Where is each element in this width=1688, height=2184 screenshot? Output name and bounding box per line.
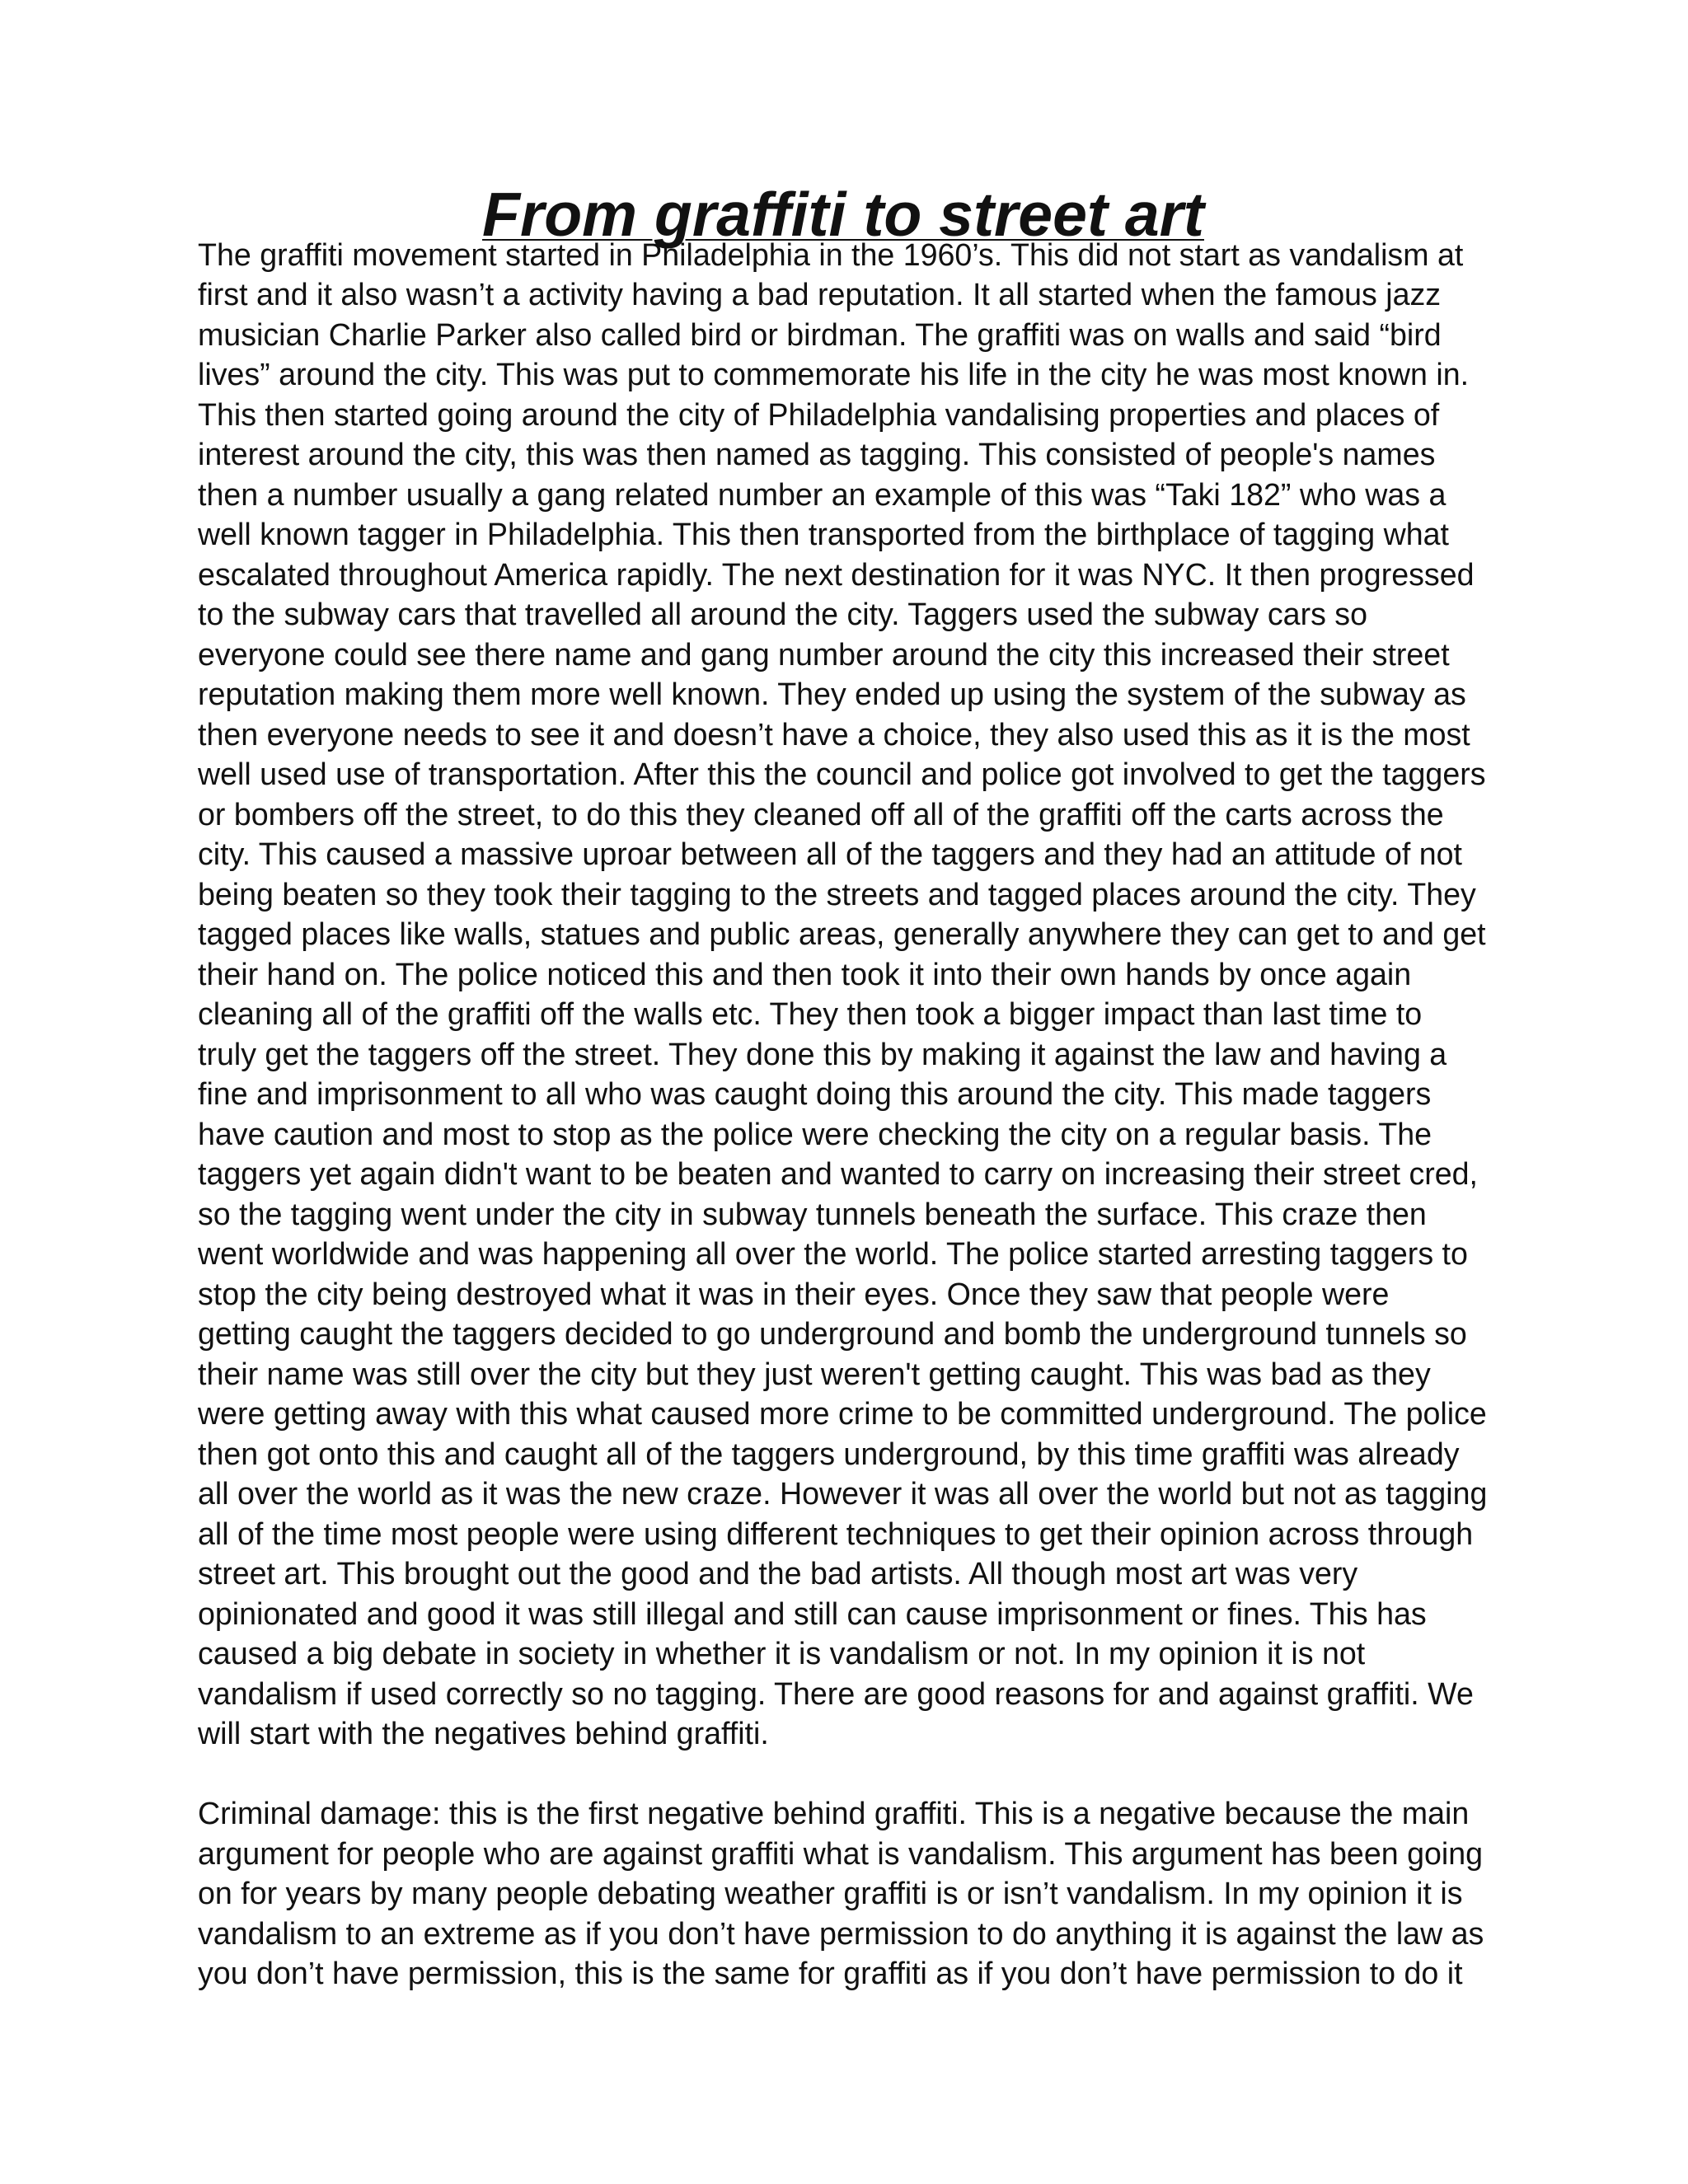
document-page xyxy=(198,180,1489,1994)
paragraph-history: The graffiti movement started in Philadelphia in the 1960’s. This did not start as vandalism at first and it also wasn’t a activity having a bad reputation. It all started when the famous jazz musician Charlie Parker also called bird or birdman. The graffiti was on walls and said “bird lives” around the city. This was put to commemorate his life in the city he was most known in. This then started going around the city of Philadelphia vandalising properties and places of interest around the city, this was then named as tagging. This consisted of people's names then a number usually a gang related number an example of this was “Taki 182” who was a well known tagger in Philadelphia. This then transported from the birthplace of tagging what escalated throughout America rapidly. The next destination for it was NYC. It then progressed to the subway cars that travelled all around the city. Taggers used the subway cars so everyone could see there name and gang number around the city this increased their street reputation making them more well known. They ended up using the system of the subway as then everyone needs to see it and doesn’t have a choice, they also used this as it is the most well used use of transportation. After this the council and police got involved to get the taggers or bombers off the street, to do this they cleaned off all of the graffiti off the carts across the city. This caused a massive uproar between all of the taggers and they had an attitude of not being beaten so they took their tagging to the streets and tagged places around the city. They tagged places like walls, statues and public areas, generally anywhere they can get to and get their hand on. The police noticed this and then took it into their own hands by once again cleaning all of the graffiti off the walls etc. They then took a bigger impact than last time to truly get the taggers off the street. They done this by making it against the law and having a fine and imprisonment to all who was caught doing this around the city. This made taggers have caution and most to stop as the police were checking the city on a regular basis. The taggers yet again didn't want to be beaten and wanted to carry on increasing their street cred, so the tagging went under the city in subway tunnels beneath the surface. This craze then went worldwide and was happening all over the world. The police started arresting taggers to stop the city being destroyed what it was in their eyes. Once they saw that people were getting caught the taggers decided to go underground and bomb the underground tunnels so their name was still over the city but they just weren't getting caught. This was bad as they were getting away with this what caused more crime to be committed underground. The police then got onto this and caught all of the taggers underground, by this time graffiti was already all over the world as it was the new craze. However it was all over the world but not as tagging all of the time most people were using different techniques to get their opinion across through street art. This brought out the good and the bad artists. All though most art was very opinionated and good it was still illegal and still can cause imprisonment or fines. This has caused a big debate in society in whether it is vandalism or not. In my opinion it is not vandalism if used correctly so no tagging. There are good reasons for and against graffiti. We will start with the negatives behind graffiti. xyxy=(198,237,1488,1750)
document-title: From graffiti to street art xyxy=(482,180,1204,249)
paragraph-criminal-damage: Criminal damage: this is the first negative behind graffiti. This is a negative because the main argument for people who are against graffiti what is vandalism. This argument has been going on for years by many people debating weather graffiti is or isn’t vandalism. In my opinion it is vandalism to an extreme as if you don’t have permission to do anything it is against the law as you don’t have permission, this is the same for graffiti as if you don’t have permission to do it xyxy=(198,1796,1484,1990)
